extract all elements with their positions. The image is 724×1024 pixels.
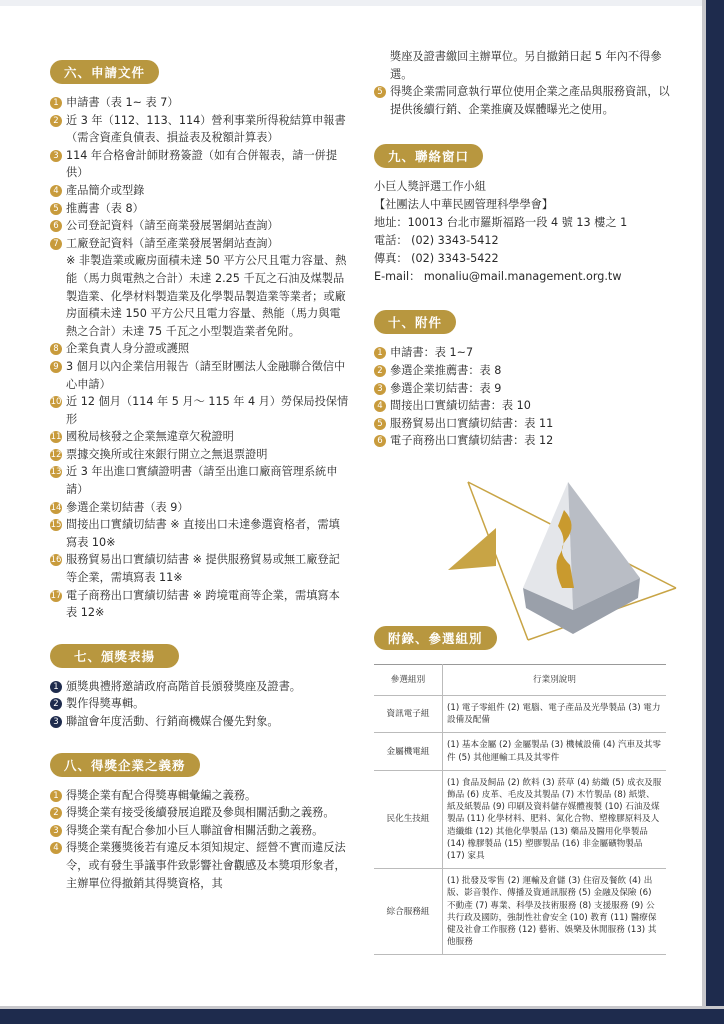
- list-item: 8 企業負責人身分證或護照: [50, 340, 350, 358]
- section-attachments: [374, 310, 674, 450]
- list-item: 6 公司登記資料（請至商業發展署網站查詢）: [50, 217, 350, 235]
- table-row: [374, 696, 666, 733]
- number-badge: 1: [374, 347, 386, 359]
- contact-org: 小巨人獎評選工作小組: [374, 180, 486, 194]
- description-cell: (1) 電子零組件 (2) 電腦、電子產品及光學製品 (3) 電力設備及配備: [443, 696, 667, 733]
- number-badge: 5: [374, 418, 386, 430]
- number-badge: 13: [50, 467, 62, 478]
- gold-triangle: [448, 528, 496, 570]
- section-application-documents: [50, 60, 350, 622]
- appendix-heading: [374, 626, 497, 650]
- list-item: ※ 非製造業或廠房面積未達 50 平方公尺且電力容量、熱能（馬力與電熱之合計）未達 2.25 千瓦之石油及煤製品製造業、化學材料製造業及化學製品製造業等業者；或廠房面積未達 150 平方公尺且電力容量、熱能（馬力與電熱之合計）未達 75 千瓦之小型製造業者免附。: [66, 254, 347, 338]
- list-item: 3 得獎企業有配合參加小巨人聯誼會相關活動之義務。: [50, 822, 350, 840]
- obligations-continued: [374, 48, 674, 118]
- section-title: 九、聯絡窗口: [374, 144, 483, 168]
- section-contact: [374, 144, 674, 286]
- group-cell: 民化生技組: [374, 770, 443, 868]
- contact-block: [374, 178, 674, 286]
- list-item: 1 得獎企業有配合得獎專輯彙編之義務。: [50, 787, 350, 805]
- list-item: 3 聯誼會年度活動、行銷商機媒合優先對象。: [50, 713, 350, 731]
- number-badge: 5: [50, 203, 62, 215]
- list-item: 7 工廠登記資料（請至產業發展署網站查詢）: [50, 235, 350, 253]
- number-badge: 9: [50, 361, 62, 373]
- industry-group-table: [374, 664, 666, 955]
- number-badge: 7: [50, 238, 62, 250]
- list-item: 6 電子商務出口實績切結書：表 12: [374, 432, 674, 450]
- pyramid-face: [523, 482, 573, 610]
- list-item: 2 製作得獎專輯。: [50, 695, 350, 713]
- number-badge: 4: [50, 185, 62, 197]
- list-item: 17 電子商務出口實績切結書 ※ 跨境電商等企業，需填寫本表 12※: [50, 588, 340, 620]
- list-item: 5 推薦書（表 8）: [50, 200, 350, 218]
- number-badge: 8: [50, 343, 62, 355]
- left-column: [50, 60, 350, 908]
- group-cell: 綜合服務組: [374, 869, 443, 955]
- trophy-illustration: [448, 470, 678, 645]
- list-item: 4 得獎企業獲獎後若有違反本須知規定、經營不實而違反法令，或有發生爭議事件致影響社會觀感及本獎項形象者，主辦單位得撤銷其得獎資格，其: [50, 839, 350, 892]
- list-item: 4 間接出口實績切結書：表 10: [374, 397, 674, 415]
- number-badge: 10: [50, 397, 62, 408]
- list-item: 1 申請書：表 1~7: [374, 344, 674, 362]
- list-item: 2 參選企業推薦書：表 8: [374, 362, 674, 380]
- number-badge: 3: [50, 825, 62, 837]
- list-item: 2 得獎企業有接受後續發展追蹤及參與相關活動之義務。: [50, 804, 350, 822]
- number-badge: 1: [50, 97, 62, 109]
- list-item: 13 近 3 年出進口實績證明書（請至出進口廠商管理系統申請）: [50, 465, 338, 497]
- number-badge: 15: [50, 520, 62, 531]
- group-cell: 資訊電子組: [374, 696, 443, 733]
- documents-list: [50, 94, 350, 622]
- table-row: [374, 770, 666, 868]
- section-title: 六、申請文件: [50, 60, 159, 84]
- list-item: 1 申請書（表 1~ 表 7）: [50, 94, 350, 112]
- number-badge: 3: [374, 383, 386, 395]
- right-border: [702, 0, 724, 1024]
- list-item: 5 得獎企業需同意執行單位使用企業之產品與服務資訊，以提供後續行銷、企業推廣及媒體曝光之使用。: [374, 83, 674, 118]
- right-column: [374, 48, 674, 466]
- list-item: 3 參選企業切結書：表 9: [374, 380, 674, 398]
- number-badge: 12: [50, 449, 62, 460]
- section-title: 十、附件: [374, 310, 456, 334]
- top-strip: [0, 0, 724, 6]
- number-badge: 6: [374, 435, 386, 447]
- number-badge: 16: [50, 555, 62, 566]
- number-badge: 4: [50, 842, 62, 854]
- number-badge: 14: [50, 502, 62, 513]
- awards-list: [50, 678, 350, 731]
- number-badge: 1: [50, 790, 62, 802]
- number-badge: 1: [50, 681, 62, 693]
- group-cell: 金屬機電組: [374, 733, 443, 770]
- column-header: 參選組別: [374, 665, 443, 696]
- description-cell: (1) 批發及零售 (2) 運輸及倉儲 (3) 住宿及餐飲 (4) 出版、影音製作、傳播及資通訊服務 (5) 金融及保險 (6) 不動產 (7) 專業、科學及技術服務 (8) 支援服務 (9) 公共行政及國防，強制性社會安全 (10) 教育 (11) 醫療保健及社會工作服務 (12) 藝術、娛樂及休閒服務 (13) 其他服務: [443, 869, 667, 955]
- obligations-list: [50, 787, 350, 893]
- bottom-border: [0, 1006, 724, 1024]
- list-item: 11 國稅局核發之企業無違章欠稅證明: [50, 430, 234, 444]
- number-badge: 4: [374, 400, 386, 412]
- number-badge: 2: [50, 115, 62, 127]
- number-badge: 17: [50, 590, 62, 601]
- table-header-row: [374, 665, 666, 696]
- list-item: 5 服務貿易出口實績切結書：表 11: [374, 415, 674, 433]
- contact-assoc: 【社團法人中華民國管理科學學會】: [374, 198, 554, 212]
- number-badge: 2: [50, 807, 62, 819]
- list-item: 15 間接出口實績切結書 ※ 直接出口未達參選資格者，需填寫表 10※: [50, 518, 340, 549]
- contact-phone: 電話： (02) 3343-5412: [374, 234, 499, 248]
- section-title: 七、頒獎表揚: [50, 644, 179, 668]
- number-badge: 6: [50, 220, 62, 232]
- list-item: 14 參選企業切結書（表 9）: [50, 500, 189, 514]
- section-awards: [50, 644, 350, 731]
- list-item: 16 服務貿易出口實績切結書 ※ 提供服務貿易或無工廠登記等企業，需填寫表 11※: [50, 553, 340, 585]
- number-badge: 3: [50, 716, 62, 728]
- number-badge: 2: [50, 698, 62, 710]
- section-obligations: [50, 753, 350, 893]
- description-cell: (1) 食品及飼品 (2) 飲料 (3) 菸草 (4) 紡織 (5) 成衣及服飾品 (6) 皮革、毛皮及其製品 (7) 木竹製品 (8) 紙漿、紙及紙製品 (9) 印刷及資料儲存媒體複製 (10) 石油及煤製品 (11) 化學材料、肥料、氮化合物、塑橡膠原料及人造纖維 (12) 其他化學製品 (13) 藥品及醫用化學製品 (14) 橡膠製品 (15) 塑膠製品 (16) 非金屬礦物製品 (17) 家具: [443, 770, 667, 868]
- list-item: 2 近 3 年（112、113、114）營利事業所得稅結算申報書（需含資產負債表、損益表及稅額計算表）: [50, 112, 350, 147]
- list-item: 4 產品簡介或型錄: [50, 182, 350, 200]
- number-badge: 2: [374, 365, 386, 377]
- number-badge: 5: [374, 86, 386, 98]
- number-badge: 3: [50, 150, 62, 162]
- list-item: 10 近 12 個月（114 年 5 月～ 115 年 4 月）勞保局投保情形: [50, 395, 349, 426]
- section-title: 附錄、參選組別: [374, 626, 497, 650]
- contact-fax: 傳真： (02) 3343-5422: [374, 252, 499, 266]
- list-item: 獎座及證書繳回主辦單位。另自撤銷日起 5 年內不得參選。: [390, 50, 662, 81]
- list-item: 12 票據交換所或往來銀行開立之無退票證明: [50, 447, 268, 461]
- list-item: 9 3 個月以內企業信用報告（請至財團法人金融聯合徵信中心申請）: [50, 358, 350, 393]
- attachments-list: [374, 344, 674, 450]
- table-row: [374, 733, 666, 770]
- section-title: 八、得獎企業之義務: [50, 753, 200, 777]
- list-item: 1 頒獎典禮將邀請政府高階首長頒發獎座及證書。: [50, 678, 350, 696]
- list-item: 3 114 年合格會計師財務簽證（如有合併報表，請一併提供）: [50, 147, 350, 182]
- contact-email[interactable]: E-mail： monaliu@mail.management.org.tw: [374, 270, 622, 284]
- description-cell: (1) 基本金屬 (2) 金屬製品 (3) 機械設備 (4) 汽車及其零件 (5) 其他運輸工具及其零件: [443, 733, 667, 770]
- number-badge: 11: [50, 432, 62, 443]
- column-header: 行業別說明: [443, 665, 667, 696]
- contact-address: 地址：10013 台北市羅斯福路一段 4 號 13 樓之 1: [374, 216, 628, 230]
- table-row: [374, 869, 666, 955]
